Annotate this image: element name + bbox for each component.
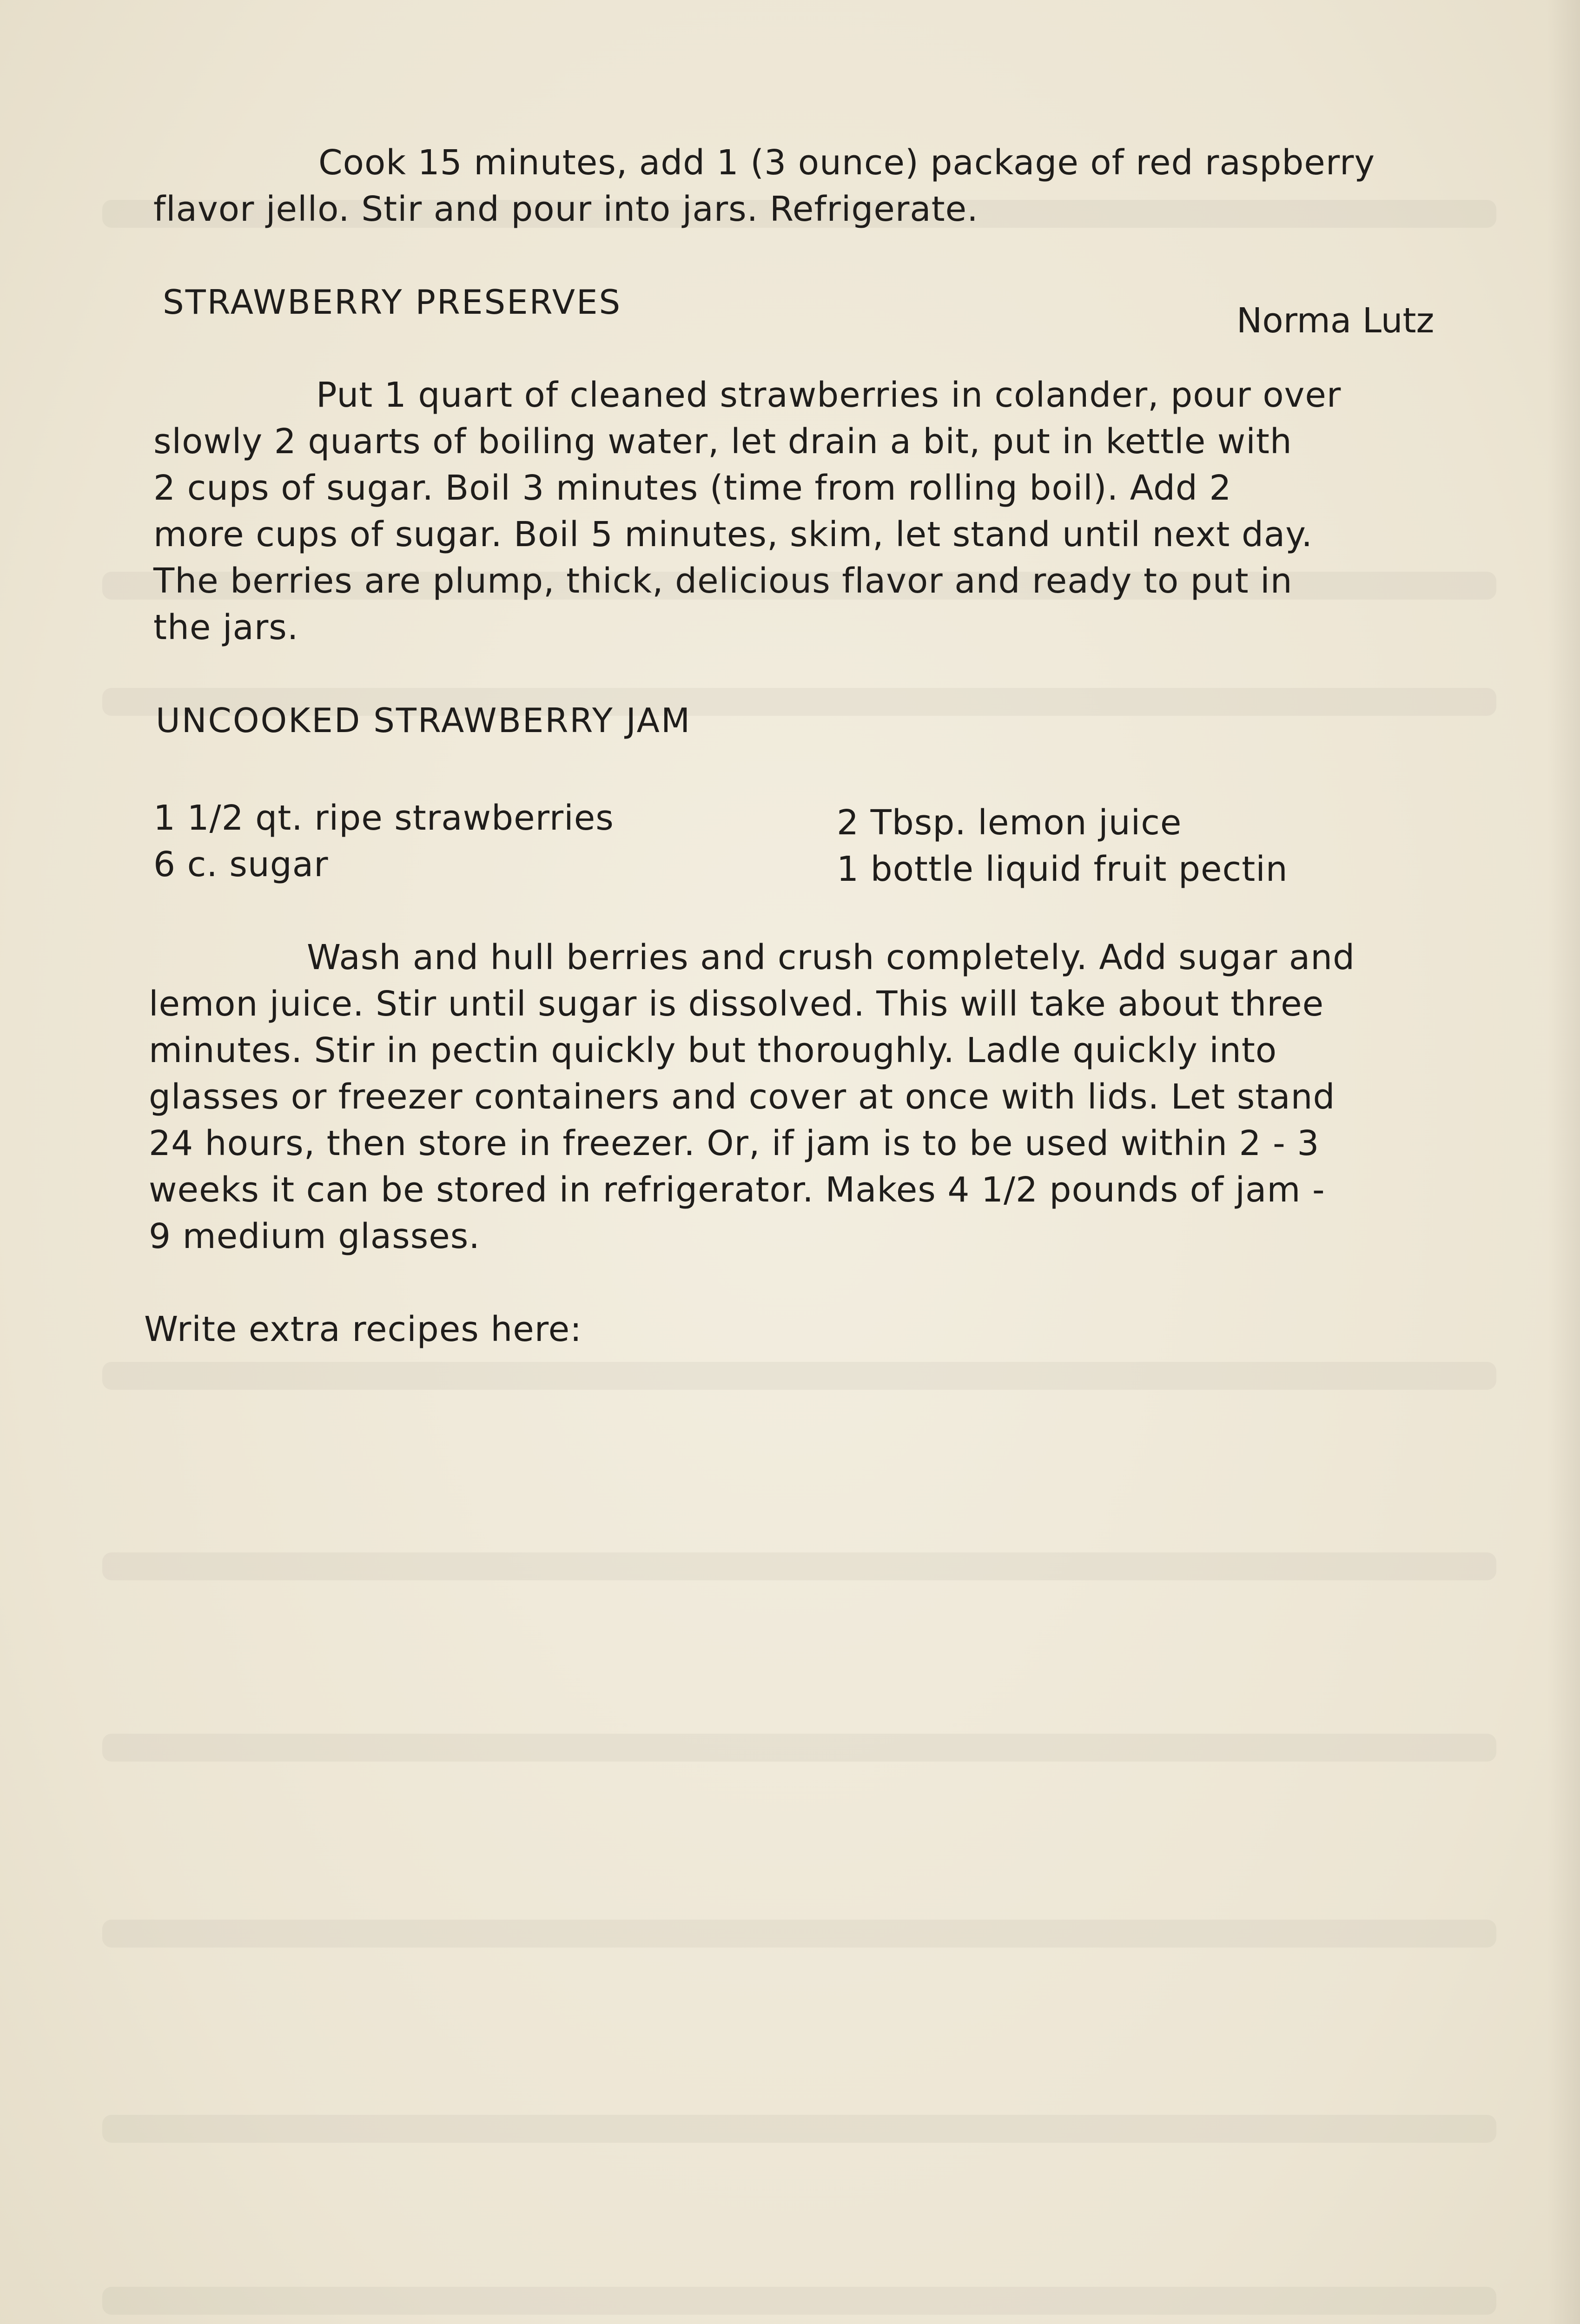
bleed-through-band xyxy=(102,1552,1496,1580)
recipe-title: UNCOOKED STRAWBERRY JAM xyxy=(156,701,692,740)
instruction-line: glasses or freezer containers and cover at once with lids. Let stand xyxy=(149,1077,1335,1117)
instruction-line: more cups of sugar. Boil 5 minutes, skim, let stand until next day. xyxy=(153,515,1313,555)
instruction-line: lemon juice. Stir until sugar is dissolved. This will take about three xyxy=(149,984,1324,1024)
instruction-line: slowly 2 quarts of boiling water, let drain a bit, put in kettle with xyxy=(153,422,1292,462)
instruction-line: the jars. xyxy=(153,607,299,647)
intro-line: Cook 15 minutes, add 1 (3 ounce) package of red raspberry xyxy=(318,143,1375,183)
instruction-line: 2 cups of sugar. Boil 3 minutes (time from rolling boil). Add 2 xyxy=(153,468,1232,508)
instruction-line: 24 hours, then store in freezer. Or, if jam is to be used within 2 - 3 xyxy=(149,1123,1320,1163)
ingredients-right xyxy=(837,799,1288,892)
bleed-through-band xyxy=(102,2287,1496,2315)
ingredient-item: 6 c. sugar xyxy=(153,845,329,885)
binding-edge xyxy=(1547,0,1580,2324)
ingredient-item: 1 bottle liquid fruit pectin xyxy=(837,849,1288,889)
ingredients-left xyxy=(153,795,614,888)
instruction-line: weeks it can be stored in refrigerator. Makes 4 1/2 pounds of jam - xyxy=(149,1170,1325,1210)
extra-recipes-label: Write extra recipes here: xyxy=(144,1309,582,1349)
bleed-through-band xyxy=(102,1362,1496,1390)
bleed-through-band xyxy=(102,1734,1496,1762)
intro-paragraph xyxy=(153,139,1375,232)
recipe-author: Norma Lutz xyxy=(1236,301,1435,341)
instruction-line: The berries are plump, thick, delicious flavor and ready to put in xyxy=(153,561,1293,601)
bleed-through-band xyxy=(102,1920,1496,1948)
ingredient-item: 1 1/2 qt. ripe strawberries xyxy=(153,798,614,838)
instruction-line: 9 medium glasses. xyxy=(149,1216,480,1256)
instruction-line: minutes. Stir in pectin quickly but thoroughly. Ladle quickly into xyxy=(149,1030,1277,1070)
instruction-line: Wash and hull berries and crush completely. Add sugar and xyxy=(307,938,1355,977)
bleed-through-band xyxy=(102,2115,1496,2143)
ingredient-item: 2 Tbsp. lemon juice xyxy=(837,803,1182,843)
recipe-instructions xyxy=(153,372,1341,651)
recipe-instructions xyxy=(149,934,1355,1260)
recipe-title: STRAWBERRY PRESERVES xyxy=(163,283,622,322)
intro-line: flavor jello. Stir and pour into jars. Refrigerate. xyxy=(153,189,978,229)
instruction-line: Put 1 quart of cleaned strawberries in colander, pour over xyxy=(316,375,1342,415)
